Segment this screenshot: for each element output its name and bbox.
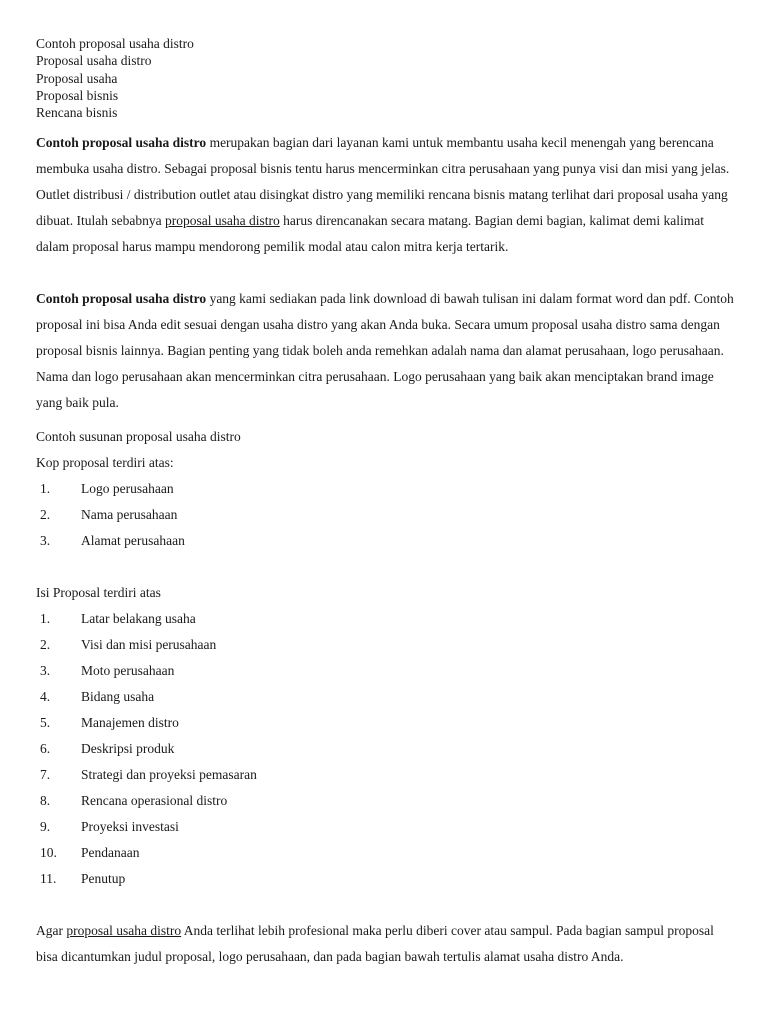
list-item-label: Rencana operasional distro <box>81 793 228 809</box>
list-item <box>36 710 736 736</box>
paragraph-text: Agar <box>36 923 67 939</box>
list-item <box>36 658 736 684</box>
list-item <box>36 840 736 866</box>
list-item-label: Nama perusahaan <box>81 507 178 523</box>
list-item-number: 2. <box>40 637 51 653</box>
section-subheading: Kop proposal terdiri atas: <box>36 455 174 471</box>
list-item-number: 3. <box>40 663 51 679</box>
inline-link[interactable]: proposal usaha distro <box>66 923 182 939</box>
keyword-list <box>36 35 736 121</box>
list-item-number: 8. <box>40 793 51 809</box>
list-item-number: 11. <box>40 871 57 887</box>
list-item-number: 1. <box>40 481 51 497</box>
keyword-line: Proposal usaha distro <box>36 53 152 69</box>
intro-paragraph <box>36 130 736 260</box>
list-item <box>36 736 736 762</box>
section-heading: Isi Proposal terdiri atas <box>36 585 161 601</box>
list-item <box>36 788 736 814</box>
list-item <box>36 502 736 528</box>
paragraph-text: merupakan bagian dari layanan kami untuk membantu usaha kecil menengah yang berencana membuka usaha distro. Sebagai proposal bisnis tentu harus mencerminkan citra perusahaan yang punya visi dan misi yang jelas. Outlet distribusi / distribution outlet atau disingkat distro yang memiliki rencana bisnis matang terlihat dari proposal usaha yang dibuat. Itulah sebabnya <box>36 135 730 229</box>
list-item-number: 5. <box>40 715 51 731</box>
list-item-label: Bidang usaha <box>81 689 155 705</box>
list-item <box>36 476 736 502</box>
list-item-label: Visi dan misi perusahaan <box>81 637 217 653</box>
list-item <box>36 684 736 710</box>
list-item <box>36 814 736 840</box>
list-item-number: 2. <box>40 507 51 523</box>
list-item-number: 9. <box>40 819 51 835</box>
document-page <box>36 35 736 970</box>
list-item-label: Moto perusahaan <box>81 663 175 679</box>
list-item <box>36 606 736 632</box>
list-item-label: Deskripsi produk <box>81 741 175 757</box>
list-item-number: 1. <box>40 611 51 627</box>
keyword-line: Proposal bisnis <box>36 87 119 103</box>
paragraph-text: harus direncanakan secara matang. Bagian demi bagian, kalimat demi kalimat dalam proposal harus mampu mendorong pemilik modal atau calon mitra kerja tertarik. <box>36 213 705 255</box>
list-item-number: 7. <box>40 767 51 783</box>
paragraph-text: yang kami sediakan pada link download di bawah tulisan ini dalam format word dan pdf. Contoh proposal ini bisa Anda edit sesuai dengan usaha distro yang akan Anda buka. Secara umum proposal usaha distro sama dengan proposal bisnis lainnya. Bagian penting yang tidak boleh anda remehkan adalah nama dan alamat perusahaan, logo perusahaan. Nama dan logo perusahaan akan mencerminkan citra perusahaan. Logo perusahaan yang baik akan menciptakan brand image yang baik pula. <box>36 291 734 411</box>
list-item <box>36 762 736 788</box>
bold-lead: Contoh proposal usaha distro <box>36 291 207 307</box>
isi-list <box>36 606 736 892</box>
keyword-line: Proposal usaha <box>36 70 118 86</box>
second-paragraph <box>36 286 736 416</box>
list-item-label: Latar belakang usaha <box>81 611 196 627</box>
keyword-line: Contoh proposal usaha distro <box>36 36 194 51</box>
list-item-label: Logo perusahaan <box>81 481 174 497</box>
inline-link[interactable]: proposal usaha distro <box>164 213 280 229</box>
list-item-number: 10. <box>40 845 57 861</box>
keyword-line: Rencana bisnis <box>36 105 118 121</box>
closing-paragraph <box>36 918 736 970</box>
list-item-label: Manajemen distro <box>81 715 179 731</box>
list-item <box>36 528 736 554</box>
list-item <box>36 632 736 658</box>
list-item-label: Strategi dan proyeksi pemasaran <box>81 767 257 783</box>
list-item-label: Alamat perusahaan <box>81 533 185 549</box>
list-item-label: Pendanaan <box>81 845 140 861</box>
list-item <box>36 866 736 892</box>
list-item-number: 3. <box>40 533 51 549</box>
kop-list <box>36 476 736 554</box>
list-item-label: Proyeksi investasi <box>81 819 179 835</box>
list-item-label: Penutup <box>81 871 126 887</box>
list-item-number: 4. <box>40 689 51 705</box>
bold-lead: Contoh proposal usaha distro <box>36 135 207 151</box>
section-heading: Contoh susunan proposal usaha distro <box>36 429 241 445</box>
paragraph-text: Anda terlihat lebih profesional maka perlu diberi cover atau sampul. Pada bagian sampul proposal bisa dicantumkan judul proposal, logo perusahaan, dan pada bagian bawah tertulis alamat usaha distro Anda. <box>36 923 714 965</box>
list-item-number: 6. <box>40 741 51 757</box>
